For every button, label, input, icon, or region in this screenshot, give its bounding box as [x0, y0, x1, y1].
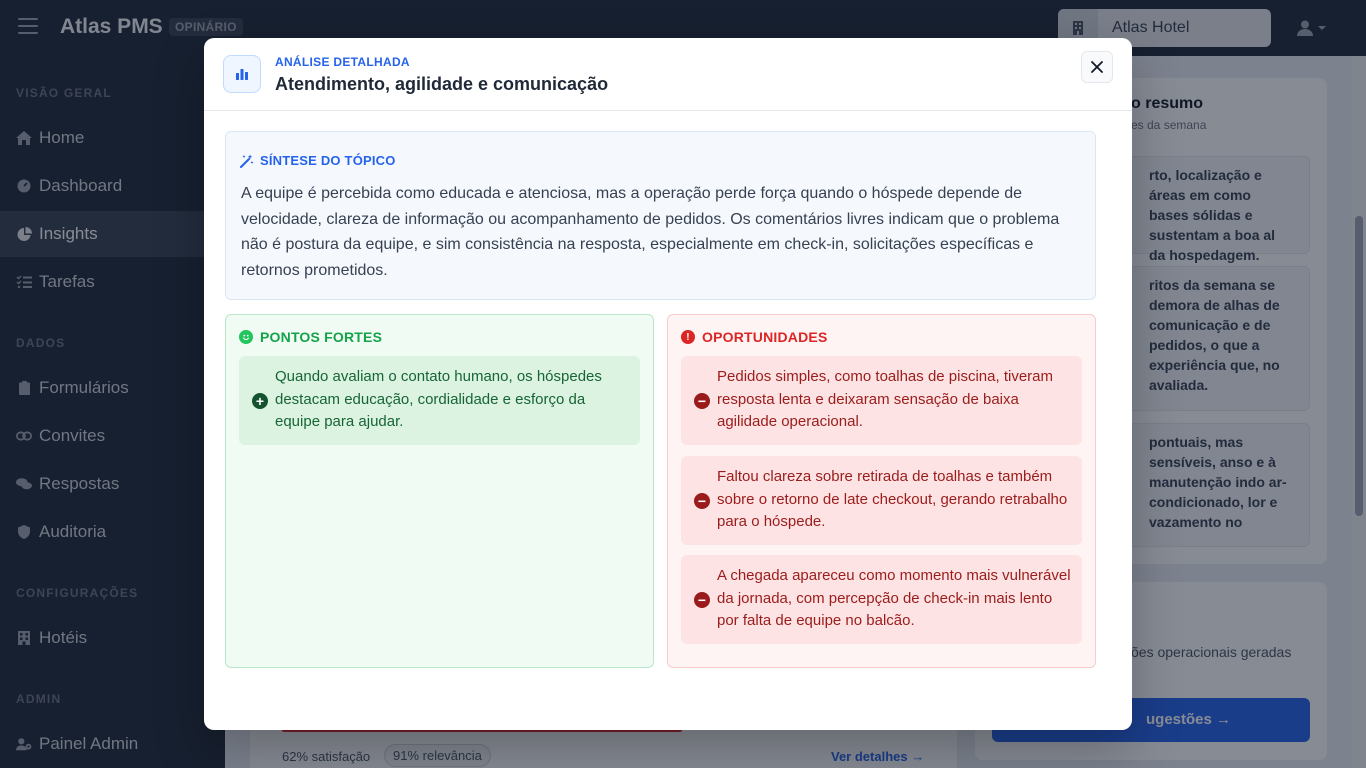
- strengths-heading: [239, 329, 382, 345]
- strengths-heading-label: PONTOS FORTES: [260, 329, 383, 345]
- opportunities-heading: [681, 329, 828, 345]
- opportunity-item-text: A chegada apareceu como momento mais vulnerável da jornada, com percepção de check-in mais lento por falta de equipe no balcão.: [717, 567, 1071, 630]
- strength-item-text: Quando avaliam o contato humano, os hóspedes destacam educação, cordialidade e esforço da equipe para ajudar.: [275, 368, 602, 431]
- strengths-column: [225, 314, 654, 668]
- modal-kicker: ANÁLISE DETALHADA: [275, 55, 410, 69]
- strength-item: [239, 356, 640, 445]
- opportunities-heading-label: OPORTUNIDADES: [702, 329, 828, 345]
- minus-circle-icon: −: [694, 493, 710, 509]
- smile-icon: [239, 330, 253, 344]
- modal-header: [204, 38, 1132, 111]
- minus-circle-icon: −: [694, 393, 710, 409]
- plus-circle-icon: +: [252, 393, 268, 409]
- opportunity-item: [681, 555, 1082, 644]
- modal-title: Atendimento, agilidade e comunicação: [275, 74, 609, 94]
- summary-text: A equipe é percebida como educada e atenciosa, mas a operação perde força quando o hóspede depende de velocidade, clareza de informação ou acompanhamento de pedidos. Os comentários livres indicam que o problema não é postura da equipe, e sim consistência na resposta, especialmente em check-in, solicitações específicas e retornos prometidos.: [241, 185, 1060, 279]
- opportunity-item-text: Faltou clareza sobre retirada de toalhas e também sobre o retorno de late checkout, gerando retrabalho para o hóspede.: [717, 468, 1068, 531]
- summary-heading: [240, 153, 396, 168]
- minus-circle-icon: −: [694, 592, 710, 608]
- summary-heading-label: SÍNTESE DO TÓPICO: [260, 153, 396, 168]
- opportunities-column: [667, 314, 1096, 668]
- opportunity-item: [681, 456, 1082, 545]
- opportunity-item: [681, 356, 1082, 445]
- opportunity-item-text: Pedidos simples, como toalhas de piscina, tiveram resposta lenta e deixaram sensação de baixa agilidade operacional.: [717, 368, 1053, 431]
- magic-wand-icon: [240, 154, 254, 168]
- bar-chart-icon: [223, 55, 261, 93]
- close-button[interactable]: [1081, 51, 1113, 83]
- close-icon: [1090, 60, 1104, 74]
- exclamation-circle-icon: !: [681, 330, 695, 344]
- topic-summary: [225, 131, 1096, 300]
- topic-detail-modal: [204, 38, 1132, 730]
